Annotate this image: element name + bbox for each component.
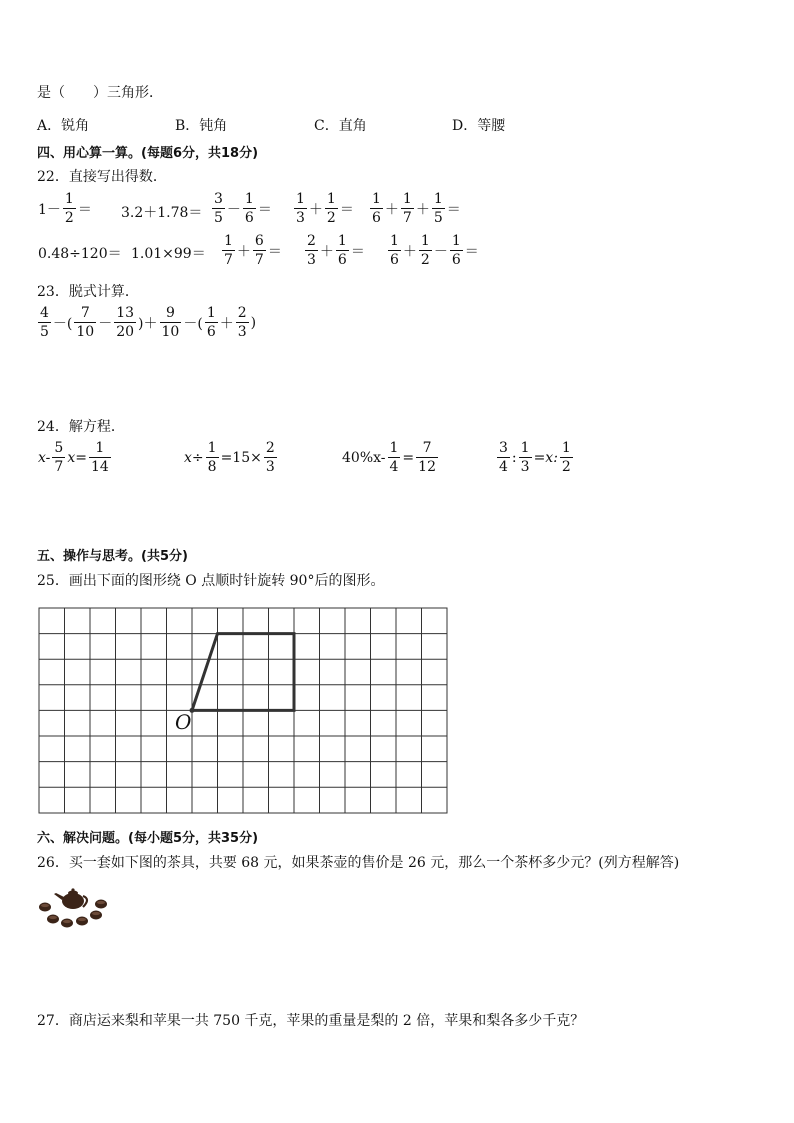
q22-r1-e4: $\frac{1}{3}$ ＋ $\frac{1}{2}$ ＝	[296, 191, 354, 226]
q24-e2: x÷ $\frac{1}{8}$ =15× $\frac{2}{3}$	[184, 440, 275, 475]
q22-r1-e1: 1－ $\frac{1}{2}$ ＝	[38, 191, 92, 226]
q23-title: 23．脱式计算．	[37, 284, 139, 300]
section5-title: 五、操作与思考。(共5分)	[37, 549, 188, 564]
rotation-grid-figure	[38, 606, 450, 816]
q21-option-c: C．直角	[314, 118, 367, 134]
q27-text: 27．商店运来梨和苹果一共 750 千克，苹果的重量是梨的 2 倍，苹果和梨各多少千克？	[37, 1013, 585, 1029]
q22-title: 22．直接写出得数．	[37, 169, 167, 185]
q22-r2-e5: $\frac{1}{6}$ ＋ $\frac{1}{2}$ － $\frac{1}{6}$ ＝	[390, 233, 479, 268]
q22-r1-e3: $\frac{3}{5}$ － $\frac{1}{6}$ ＝	[214, 191, 272, 226]
q22-r2-e2: 1.01×99＝	[131, 246, 206, 262]
q22-r1-e5: $\frac{1}{6}$ ＋ $\frac{1}{7}$ ＋ $\frac{1}{5}$ ＝	[372, 191, 461, 226]
q23-expression: $\frac{4}{5}$ －( $\frac{7}{10}$ － $\frac{13}{20}$ )＋ $\frac{9}{10}$ －( $\frac{1}{6}$ ＋ $\frac{2}{3}$ )	[40, 305, 257, 340]
q21-stem: 是（ ）三角形．	[37, 85, 163, 101]
q24-title: 24．解方程．	[37, 419, 125, 435]
q21-option-a: A．锐角	[37, 118, 90, 134]
q22-r2-e1: 0.48÷120＝	[38, 246, 122, 262]
q24-e1: x- $\frac{5}{7}$ x= $\frac{1}{14}$	[38, 440, 109, 475]
q26-text: 26．买一套如下图的茶具，共要 68 元，如果茶壶的售价是 26 元，那么一个茶杯多少元？(列方程解答)	[37, 855, 680, 871]
q24-e3: 40%x- $\frac{1}{4}$ = $\frac{7}{12}$	[342, 440, 436, 475]
q21-option-b: B．钝角	[175, 118, 228, 134]
teapot-spout	[54, 893, 64, 900]
section6-title: 六、解决问题。(每小题5分，共35分)	[37, 831, 259, 846]
q21-option-d: D．等腰	[452, 118, 506, 134]
q25-title: 25．画出下面的图形绕 O 点顺时针旋转 90°后的图形。	[37, 573, 385, 589]
q22-r2-e4: $\frac{2}{3}$ ＋ $\frac{1}{6}$ ＝	[307, 233, 365, 268]
q22-r2-e3: $\frac{1}{7}$ ＋ $\frac{6}{7}$ ＝	[224, 233, 282, 268]
section4-title: 四、用心算一算。(每题6分，共18分)	[37, 146, 259, 161]
q22-r1-e2: 3.2＋1.78＝	[121, 205, 203, 221]
point-o-label: O	[175, 710, 192, 734]
tea-set-image	[36, 885, 110, 931]
q24-e4: $\frac{3}{4}$ : $\frac{1}{3}$ =x: $\frac{1}{2}$	[499, 440, 571, 475]
